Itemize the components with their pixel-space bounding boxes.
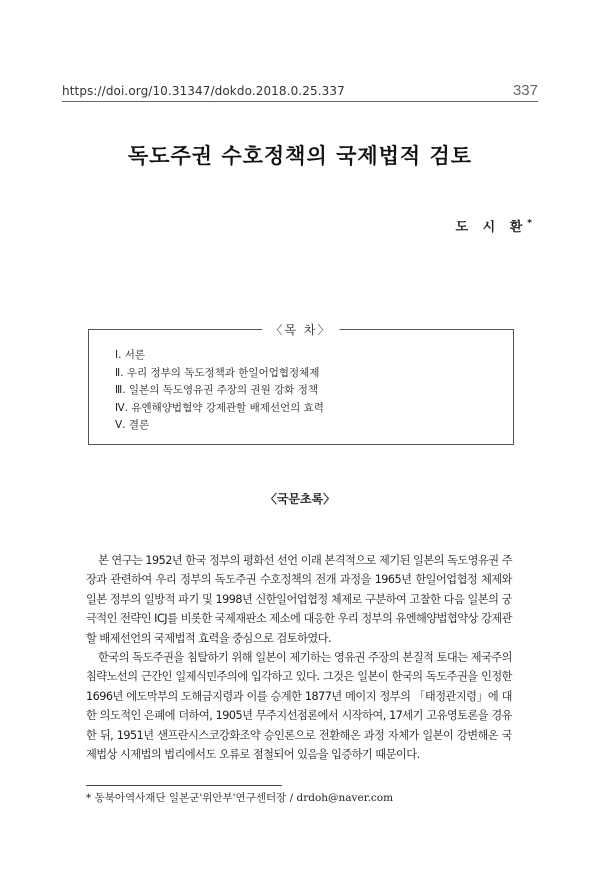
table-of-contents <box>88 323 514 445</box>
page-number: 337 <box>512 82 538 99</box>
footnote-divider <box>86 785 282 786</box>
author-name: 도 시 환 <box>455 220 528 235</box>
toc-item: Ⅲ. 일본의 독도영유권 주장의 권원 강화 정책 <box>115 384 319 397</box>
author-footnote: * 동북아역사재단 일본군'위안부'연구센터장 / drdoh@naver.com <box>86 792 394 804</box>
header-divider <box>62 101 538 102</box>
toc-item: Ⅰ. 서론 <box>115 349 146 361</box>
running-header <box>62 78 538 102</box>
toc-item: Ⅳ. 유엔해양법협약 강제관할 배제선언의 효력 <box>115 401 324 414</box>
abstract-paragraph <box>86 648 512 764</box>
abstract-heading: 〈국문초록〉 <box>264 492 336 506</box>
toc-item: Ⅱ. 우리 정부의 독도정책과 한일어업협정체제 <box>115 366 320 379</box>
toc-heading: 〈목 차〉 <box>263 321 340 338</box>
abstract-paragraph-text: 한국의 독도주권을 침탈하기 위해 일본이 제기하는 영유권 주장의 본질적 토대는 제국주의 침략노선의 근간인 일제식민주의에 입각하고 있다. 그것은 일본이 한국의 독도주권을 인정한 1696년 에도막부의 도해금지령과 이를 승계한 1877년 메이지 정부의 「태정관지령」에 대한 의도적인 은폐에 더하여, 1905년 무주지선점론에서 시작하여, 17세기 고유영토론을 경유한 뒤, 1951년 샌프란시스코강화조약 승인론으로 전환해온 과정 자체가 일본이 강변해온 국제법상 시제법의 법리에서도 오류로 점철되어 있음을 입증하기 때문이다. <box>86 651 512 762</box>
abstract-paragraph-text: 본 연구는 1952년 한국 정부의 평화선 선언 이래 본격적으로 제기된 일본의 독도영유권 주장과 관련하여 우리 정부의 독도주권 수호정책의 전개 과정을 1965년 한일어업협정 체제와 일본 정부의 일방적 파기 및 1998년 신한일어업협정 체제로 구분하여 고찰한 다음 일본의 궁극적인 전략인 ICJ를 비롯한 국제재판소 제소에 대응한 우리 정부의 유엔해양법협약상 강제관할 배제선언의 국제법적 효력을 중심으로 검토하였다. <box>86 554 512 645</box>
toc-list <box>115 347 324 435</box>
abstract-paragraph <box>86 551 512 648</box>
paper-title: 독도주권 수호정책의 국제법적 검토 <box>127 144 473 168</box>
author-line <box>456 216 532 235</box>
toc-item: Ⅴ. 결론 <box>115 419 150 432</box>
abstract-body <box>86 551 512 764</box>
author-footnote-mark: * <box>527 218 532 229</box>
doi-link[interactable]: https://doi.org/10.31347/dokdo.2018.0.25.337 <box>62 84 345 98</box>
